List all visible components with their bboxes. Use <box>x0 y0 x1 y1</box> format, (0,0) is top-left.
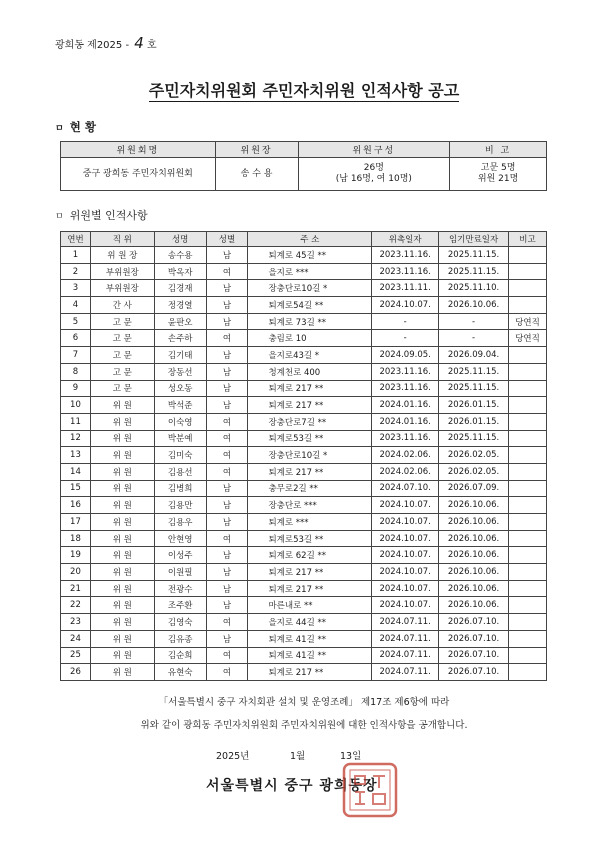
cell-remarks <box>509 380 547 397</box>
table-row <box>61 630 547 647</box>
cell-address: 장충단로10길 * <box>248 447 372 464</box>
cell-seq: 8 <box>61 363 91 380</box>
table-row <box>61 530 547 547</box>
cell-position: 위 원 <box>90 647 154 664</box>
cell-address: 퇴계로53길 ** <box>248 530 372 547</box>
table-row <box>61 564 547 581</box>
cell-seq: 7 <box>61 347 91 364</box>
cell-seq: 1 <box>61 247 91 264</box>
cell-name: 박석준 <box>154 397 206 414</box>
header-address: 주 소 <box>248 232 372 247</box>
cell-expiry-date: 2026.10.06. <box>439 514 509 531</box>
cell-gender: 남 <box>206 280 248 297</box>
cell-position: 위 원 <box>90 580 154 597</box>
table-row <box>61 614 547 631</box>
cell-expiry-date: 2025.11.15. <box>439 263 509 280</box>
cell-gender: 남 <box>206 597 248 614</box>
doc-number-prefix: 광희동 제2025 - <box>55 40 130 51</box>
cell-position: 위 원 <box>90 514 154 531</box>
cell-expiry-date: 2026.02.05. <box>439 447 509 464</box>
cell-gender: 남 <box>206 564 248 581</box>
cell-remarks <box>509 547 547 564</box>
cell-appointed-date: 2024.10.07. <box>372 514 439 531</box>
cell-expiry-date: 2025.11.15. <box>439 380 509 397</box>
summary-table <box>60 141 547 191</box>
cell-remarks <box>509 647 547 664</box>
doc-number-handwritten: 4 <box>134 34 144 52</box>
cell-position: 위 원 <box>90 480 154 497</box>
cell-address: 장충단로 *** <box>248 497 372 514</box>
cell-remarks <box>509 463 547 480</box>
signature: 서울특별시 중구 광희동장 <box>206 778 378 794</box>
table-row <box>61 413 547 430</box>
cell-position: 위 원 <box>90 597 154 614</box>
cell-expiry-date: 2026.07.10. <box>439 664 509 681</box>
table-row <box>61 447 547 464</box>
cell-expiry-date: 2026.10.06. <box>439 580 509 597</box>
cell-expiry-date: 2026.10.06. <box>439 564 509 581</box>
cell-position: 위 원 <box>90 413 154 430</box>
cell-name: 안현영 <box>154 530 206 547</box>
cell-position: 위 원 <box>90 664 154 681</box>
cell-gender: 남 <box>206 247 248 264</box>
section-bullet: ㅁ <box>55 212 64 222</box>
cell-expiry-date: 2026.10.06. <box>439 547 509 564</box>
cell-gender: 남 <box>206 347 248 364</box>
cell-position: 위 원 <box>90 630 154 647</box>
cell-seq: 23 <box>61 614 91 631</box>
cell-name: 김용우 <box>154 514 206 531</box>
date-year: 2025년 <box>216 751 250 762</box>
cell-appointed-date: 2024.07.11. <box>372 647 439 664</box>
cell-seq: 16 <box>61 497 91 514</box>
header-seq: 연번 <box>61 232 91 247</box>
cell-remarks <box>509 514 547 531</box>
cell-gender: 남 <box>206 297 248 314</box>
cell-name: 김기태 <box>154 347 206 364</box>
section-label: 현 황 <box>69 120 96 134</box>
cell-remarks: 당연직 <box>509 313 547 330</box>
cell-position: 고 문 <box>90 363 154 380</box>
cell-address: 퇴계로 217 ** <box>248 664 372 681</box>
cell-gender: 여 <box>206 647 248 664</box>
cell-gender: 여 <box>206 614 248 631</box>
cell-seq: 19 <box>61 547 91 564</box>
header-chair: 위원장 <box>215 142 298 158</box>
cell-name: 윤판오 <box>154 313 206 330</box>
notice-line-1: 「서울특별시 중구 자치회관 설치 및 운영조례」 제17조 제6항에 따라 <box>158 697 450 708</box>
cell-address: 청계천로 400 <box>248 363 372 380</box>
cell-gender: 남 <box>206 480 248 497</box>
cell-remarks <box>509 630 547 647</box>
cell-name: 김영숙 <box>154 614 206 631</box>
section-status-heading <box>55 119 96 135</box>
cell-position: 위 원 <box>90 497 154 514</box>
cell-name: 송수용 <box>154 247 206 264</box>
cell-seq: 10 <box>61 397 91 414</box>
section-members-heading <box>55 207 148 223</box>
cell-position: 고 문 <box>90 313 154 330</box>
cell-name: 이숙영 <box>154 413 206 430</box>
cell-gender: 남 <box>206 363 248 380</box>
cell-address: 퇴계로 62길 ** <box>248 547 372 564</box>
cell-expiry-date: 2026.01.15. <box>439 397 509 414</box>
cell-address: 장충단로10길 * <box>248 280 372 297</box>
cell-remarks <box>509 413 547 430</box>
cell-remarks <box>509 363 547 380</box>
cell-position: 위 원 <box>90 430 154 447</box>
table-row <box>61 580 547 597</box>
cell-address: 퇴계로 41길 ** <box>248 647 372 664</box>
table-row <box>61 363 547 380</box>
document-number <box>55 34 157 52</box>
note-members: 위원 21명 <box>477 174 519 184</box>
cell-position: 위 원 장 <box>90 247 154 264</box>
cell-name: 박옥자 <box>154 263 206 280</box>
cell-seq: 3 <box>61 280 91 297</box>
members-header-row <box>61 232 547 247</box>
cell-gender: 남 <box>206 380 248 397</box>
cell-name: 전광수 <box>154 580 206 597</box>
cell-address: 마른내로 ** <box>248 597 372 614</box>
cell-seq: 15 <box>61 480 91 497</box>
cell-position: 고 문 <box>90 330 154 347</box>
cell-remarks <box>509 564 547 581</box>
cell-expiry-date: 2026.09.04. <box>439 347 509 364</box>
cell-name: 성오동 <box>154 380 206 397</box>
cell-remarks <box>509 297 547 314</box>
cell-address: 퇴계로54길 ** <box>248 297 372 314</box>
cell-seq: 18 <box>61 530 91 547</box>
cell-name: 김순희 <box>154 647 206 664</box>
table-row <box>61 647 547 664</box>
section-label: 위원별 인적사항 <box>69 209 148 222</box>
cell-appointed-date: 2024.02.06. <box>372 447 439 464</box>
cell-address: 퇴계로 73길 ** <box>248 313 372 330</box>
table-row <box>61 347 547 364</box>
cell-remarks <box>509 263 547 280</box>
header-note: 비 고 <box>450 142 547 158</box>
cell-address: 장충단로7길 ** <box>248 413 372 430</box>
cell-seq: 24 <box>61 630 91 647</box>
header-position: 직 위 <box>90 232 154 247</box>
cell-seq: 25 <box>61 647 91 664</box>
header-expiry: 임기만료일자 <box>439 232 509 247</box>
cell-gender: 남 <box>206 580 248 597</box>
table-row <box>61 313 547 330</box>
cell-name: 손주하 <box>154 330 206 347</box>
cell-appointed-date: 2023.11.16. <box>372 430 439 447</box>
cell-expiry-date: 2025.11.10. <box>439 280 509 297</box>
cell-address: 퇴계로 217 ** <box>248 463 372 480</box>
cell-name: 정경열 <box>154 297 206 314</box>
cell-position: 위 원 <box>90 547 154 564</box>
cell-address: 퇴계로 217 ** <box>248 564 372 581</box>
cell-appointed-date: 2023.11.16. <box>372 363 439 380</box>
cell-appointed-date: 2024.07.11. <box>372 630 439 647</box>
cell-appointed-date: 2024.10.07. <box>372 597 439 614</box>
table-row <box>61 664 547 681</box>
cell-name: 김용선 <box>154 463 206 480</box>
cell-seq: 20 <box>61 564 91 581</box>
cell-remarks <box>509 347 547 364</box>
cell-expiry-date: 2026.07.10. <box>439 614 509 631</box>
cell-address: 퇴계로 *** <box>248 514 372 531</box>
cell-expiry-date: 2026.07.10. <box>439 647 509 664</box>
cell-position: 위 원 <box>90 463 154 480</box>
cell-appointed-date: - <box>372 330 439 347</box>
cell-gender: 여 <box>206 413 248 430</box>
table-row <box>61 280 547 297</box>
cell-seq: 9 <box>61 380 91 397</box>
composition-cell <box>298 158 450 191</box>
cell-appointed-date: 2024.01.16. <box>372 397 439 414</box>
cell-remarks <box>509 497 547 514</box>
cell-seq: 12 <box>61 430 91 447</box>
cell-appointed-date: 2024.10.07. <box>372 564 439 581</box>
cell-seq: 14 <box>61 463 91 480</box>
cell-remarks <box>509 530 547 547</box>
cell-expiry-date: 2026.07.09. <box>439 480 509 497</box>
composition-detail: (남 16명, 여 10명) <box>335 174 412 184</box>
cell-appointed-date: 2023.11.16. <box>372 263 439 280</box>
cell-name: 김용만 <box>154 497 206 514</box>
cell-appointed-date: - <box>372 313 439 330</box>
table-row <box>61 380 547 397</box>
cell-position: 간 사 <box>90 297 154 314</box>
table-row <box>61 297 547 314</box>
cell-address: 을지로 *** <box>248 263 372 280</box>
cell-position: 고 문 <box>90 380 154 397</box>
header-gender: 성별 <box>206 232 248 247</box>
cell-seq: 21 <box>61 580 91 597</box>
cell-expiry-date: 2026.10.06. <box>439 597 509 614</box>
summary-header-row <box>61 142 547 158</box>
cell-gender: 여 <box>206 263 248 280</box>
cell-seq: 17 <box>61 514 91 531</box>
cell-appointed-date: 2024.10.07. <box>372 497 439 514</box>
cell-appointed-date: 2023.11.16. <box>372 247 439 264</box>
note-advisors: 고문 5명 <box>480 163 516 173</box>
cell-appointed-date: 2024.07.11. <box>372 664 439 681</box>
cell-name: 이원필 <box>154 564 206 581</box>
summary-data-row <box>61 158 547 191</box>
cell-address: 을지로43길 * <box>248 347 372 364</box>
header-appointed: 위촉일자 <box>372 232 439 247</box>
cell-address: 을지로 44길 ** <box>248 614 372 631</box>
table-row <box>61 514 547 531</box>
cell-name: 김경재 <box>154 280 206 297</box>
table-row <box>61 330 547 347</box>
cell-address: 충무로2길 ** <box>248 480 372 497</box>
cell-expiry-date: 2026.10.06. <box>439 497 509 514</box>
cell-position: 위 원 <box>90 530 154 547</box>
cell-position: 위 원 <box>90 564 154 581</box>
cell-expiry-date: 2026.10.06. <box>439 530 509 547</box>
cell-expiry-date: 2026.01.15. <box>439 413 509 430</box>
section-bullet: ㅁ <box>55 124 64 134</box>
cell-remarks <box>509 447 547 464</box>
cell-appointed-date: 2023.11.11. <box>372 280 439 297</box>
cell-gender: 남 <box>206 497 248 514</box>
cell-remarks <box>509 397 547 414</box>
cell-address: 퇴계로 45길 ** <box>248 247 372 264</box>
cell-seq: 5 <box>61 313 91 330</box>
cell-name: 김미숙 <box>154 447 206 464</box>
table-row <box>61 480 547 497</box>
cell-expiry-date: 2025.11.15. <box>439 430 509 447</box>
table-row <box>61 247 547 264</box>
members-table <box>60 231 547 681</box>
cell-address: 퇴계로 217 ** <box>248 380 372 397</box>
page-title <box>0 78 608 101</box>
table-row <box>61 597 547 614</box>
cell-appointed-date: 2024.10.07. <box>372 530 439 547</box>
composition-total: 26명 <box>363 163 384 173</box>
cell-remarks <box>509 597 547 614</box>
cell-expiry-date: 2025.11.15. <box>439 363 509 380</box>
cell-appointed-date: 2024.10.07. <box>372 547 439 564</box>
cell-appointed-date: 2024.01.16. <box>372 413 439 430</box>
cell-gender: 남 <box>206 397 248 414</box>
cell-address: 퇴계로53길 ** <box>248 430 372 447</box>
cell-seq: 11 <box>61 413 91 430</box>
cell-position: 부위원장 <box>90 280 154 297</box>
table-row <box>61 497 547 514</box>
cell-expiry-date: 2025.11.15. <box>439 247 509 264</box>
cell-appointed-date: 2024.07.10. <box>372 480 439 497</box>
cell-appointed-date: 2024.10.07. <box>372 580 439 597</box>
cell-gender: 여 <box>206 447 248 464</box>
cell-gender: 여 <box>206 430 248 447</box>
committee-name: 중구 광희동 주민자치위원회 <box>61 158 216 191</box>
cell-address: 퇴계로 217 ** <box>248 397 372 414</box>
cell-seq: 26 <box>61 664 91 681</box>
cell-seq: 2 <box>61 263 91 280</box>
header-name: 성명 <box>154 232 206 247</box>
cell-remarks <box>509 664 547 681</box>
cell-address: 퇴계로 41길 ** <box>248 630 372 647</box>
cell-expiry-date: - <box>439 313 509 330</box>
cell-name: 유현숙 <box>154 664 206 681</box>
cell-name: 박분예 <box>154 430 206 447</box>
cell-appointed-date: 2024.02.06. <box>372 463 439 480</box>
table-row <box>61 547 547 564</box>
page-title-text: 주민자치위원회 주민자치위원 인적사항 공고 <box>148 81 460 100</box>
table-row <box>61 263 547 280</box>
cell-name: 김유종 <box>154 630 206 647</box>
cell-appointed-date: 2024.09.05. <box>372 347 439 364</box>
cell-gender: 남 <box>206 313 248 330</box>
cell-remarks <box>509 247 547 264</box>
cell-remarks <box>509 280 547 297</box>
cell-seq: 6 <box>61 330 91 347</box>
cell-remarks <box>509 614 547 631</box>
cell-gender: 여 <box>206 664 248 681</box>
cell-gender: 남 <box>206 547 248 564</box>
cell-appointed-date: 2023.11.16. <box>372 380 439 397</box>
cell-expiry-date: 2026.07.10. <box>439 630 509 647</box>
date-month: 1월 <box>290 751 306 762</box>
cell-seq: 13 <box>61 447 91 464</box>
cell-seq: 22 <box>61 597 91 614</box>
cell-gender: 여 <box>206 330 248 347</box>
cell-name: 김병희 <box>154 480 206 497</box>
cell-address: 충림로 10 <box>248 330 372 347</box>
cell-expiry-date: 2026.02.05. <box>439 463 509 480</box>
date-day: 13일 <box>340 751 362 762</box>
cell-remarks <box>509 580 547 597</box>
cell-seq: 4 <box>61 297 91 314</box>
cell-gender: 여 <box>206 530 248 547</box>
cell-remarks <box>509 480 547 497</box>
cell-expiry-date: 2026.10.06. <box>439 297 509 314</box>
table-row <box>61 430 547 447</box>
table-row <box>61 463 547 480</box>
header-composition: 위원구성 <box>298 142 450 158</box>
chair-name: 송 수 용 <box>215 158 298 191</box>
cell-remarks: 당연직 <box>509 330 547 347</box>
cell-position: 위 원 <box>90 614 154 631</box>
cell-name: 조주환 <box>154 597 206 614</box>
cell-position: 위 원 <box>90 397 154 414</box>
cell-position: 위 원 <box>90 447 154 464</box>
header-remarks: 비고 <box>509 232 547 247</box>
official-seal-stamp <box>340 760 400 820</box>
table-row <box>61 397 547 414</box>
cell-gender: 남 <box>206 514 248 531</box>
cell-appointed-date: 2024.10.07. <box>372 297 439 314</box>
summary-note-cell <box>450 158 547 191</box>
cell-remarks <box>509 430 547 447</box>
cell-gender: 남 <box>206 630 248 647</box>
cell-expiry-date: - <box>439 330 509 347</box>
cell-position: 부위원장 <box>90 263 154 280</box>
notice-line-2: 위와 같이 광희동 주민자치위원회 주민자치위원에 대한 인적사항을 공개합니다. <box>140 720 468 731</box>
doc-number-suffix: 호 <box>146 40 157 51</box>
header-committee: 위원회명 <box>61 142 216 158</box>
cell-appointed-date: 2024.07.11. <box>372 614 439 631</box>
cell-name: 이성주 <box>154 547 206 564</box>
cell-address: 퇴계로 217 ** <box>248 580 372 597</box>
cell-gender: 여 <box>206 463 248 480</box>
cell-position: 고 문 <box>90 347 154 364</box>
cell-name: 장동선 <box>154 363 206 380</box>
